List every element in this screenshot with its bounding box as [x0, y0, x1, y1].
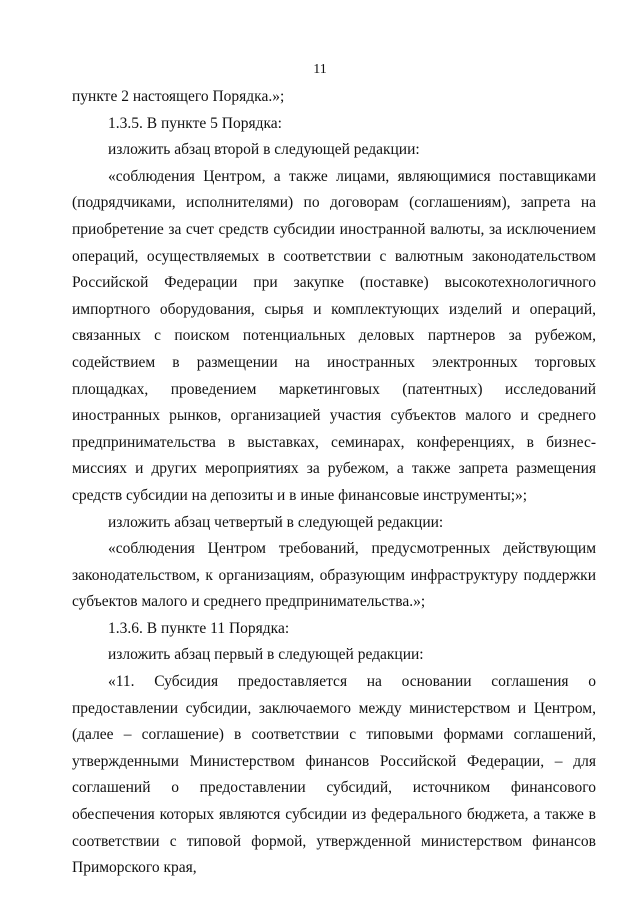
- paragraph-section-1-3-6: 1.3.6. В пункте 11 Порядка:: [108, 619, 290, 637]
- paragraph-instruction: изложить абзац первый в следующей редакции:: [108, 646, 424, 664]
- paragraph-quote-fourth: «соблюдения Центром требований, предусмотренных действующим законодательством, к организациям, образующим инфраструктуру поддержки субъектов малого и среднего предпринимательства.»;: [72, 540, 596, 611]
- paragraph-quote-second: «соблюдения Центром, а также лицами, являющимися поставщиками (подрядчиками, исполнителями) по договорам (соглашениям), запрета на приобретение за счет средств субсидии иностранной валюты, за исключением операций, осуществляемых в соответствии с валютным законодательством Российской Федерации при закупке (поставке) высокотехнологичного импортного оборудования, сырья и комплектующих изделий и операций, связанных с поиском потенциальных деловых партнеров за рубежом, содействием в размещении на иностранных электронных торговых площадках, проведением маркетинговых (патентных) исследований иностранных рынков, организацией участия субъектов малого и среднего предпринимательства в выставках, семинарах, конференциях, в бизнес-миссиях и других мероприятиях за рубежом, а также запрета размещения средств субсидии на депозиты и в иные финансовые инструменты;»;: [72, 167, 596, 504]
- paragraph-instruction: изложить абзац второй в следующей редакции:: [108, 141, 420, 159]
- document-body: [72, 84, 596, 882]
- paragraph-continuation: пункте 2 настоящего Порядка.»;: [72, 88, 285, 105]
- paragraph-instruction: изложить абзац четвертый в следующей редакции:: [108, 513, 444, 531]
- paragraph-quote-first: «11. Субсидия предоставляется на основании соглашения о предоставлении субсидии, заключаемого между министерством и Центром, (далее – соглашение) в соответствии с типовыми формами соглашений, утвержденными Министерством финансов Российской Федерации, – для соглашений о предоставлении субсидий, источником финансового обеспечения которых являются субсидии из федерального бюджета, а также в соответствии с типовой формой, утвержденной министерством финансов Приморского края,: [72, 673, 596, 877]
- page-number: 11: [313, 62, 327, 77]
- paragraph-section-1-3-5: 1.3.5. В пункте 5 Порядка:: [108, 114, 282, 132]
